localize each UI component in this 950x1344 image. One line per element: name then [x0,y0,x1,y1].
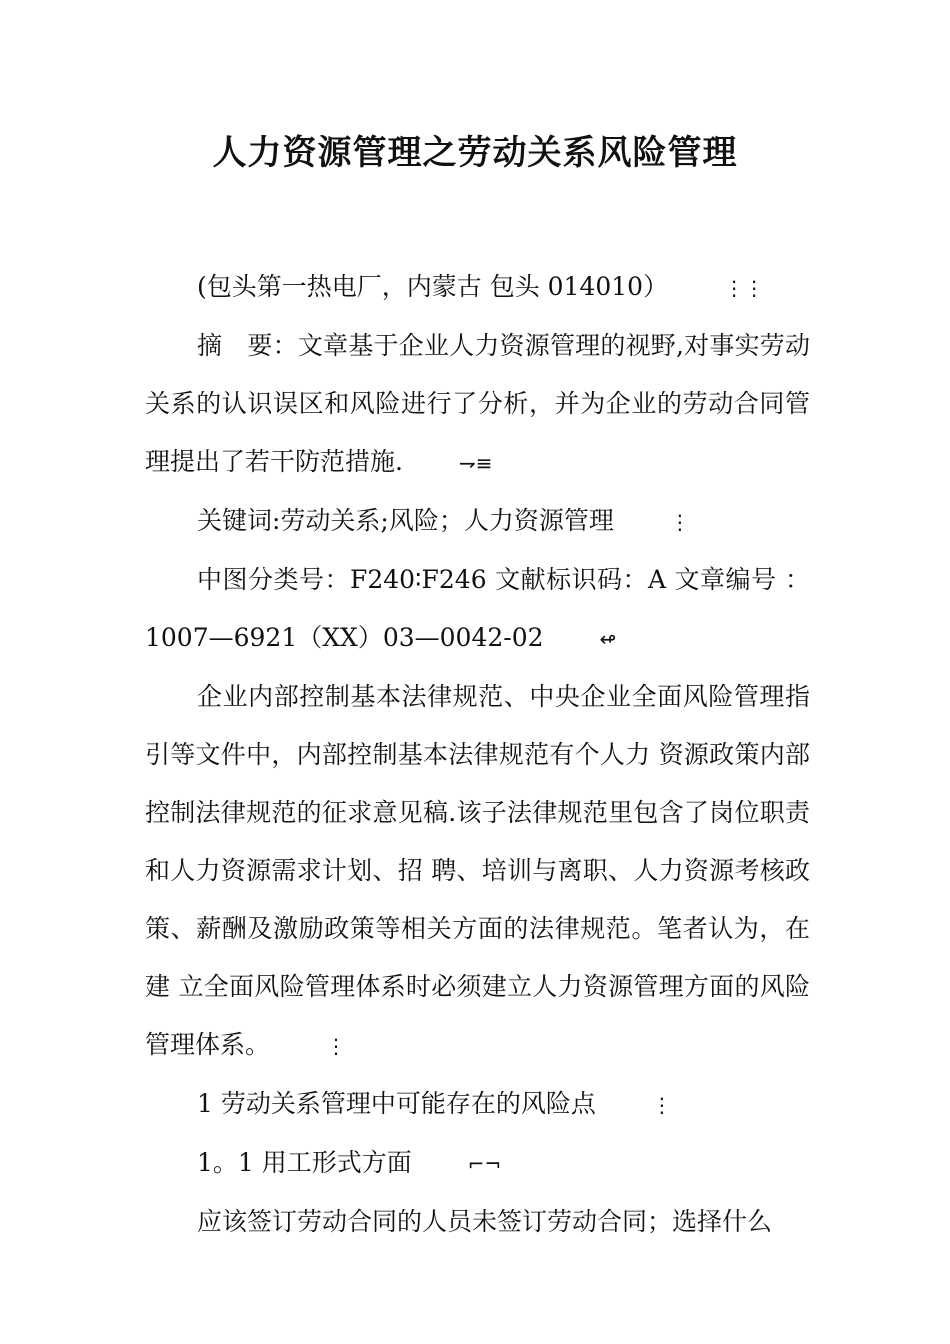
document-title: 人力资源管理之劳动关系风险管理 [212,133,738,173]
keywords-text: 关键词:劳动关系;风险；人力资源管理 [197,506,614,535]
paragraph-mark-icon: ⋮ [651,1093,672,1117]
paragraph-mark-icon: ⌐¬ [467,1152,502,1176]
paragraph-mark-icon: ⋮ [326,1034,347,1058]
body-paragraph-1-text: 企业内部控制基本法律规范、中央企业全面风险管理指引等文件中，内部控制基本法律规范有个人力 资源政策内部控制法律规范的征求意见稿.该子法律规范里包含了岗位职责和人力资源需求计划、招 聘、培训与离职、人力资源考核政策、薪酬及激励政策等相关方面的法律规范。笔者认为，在建 立全面风险管理体系时必须建立人力资源管理方面的风险管理体系。 [145,682,810,1059]
affiliation-text: (包头第一热电厂，内蒙古 包头 014010） [197,272,669,301]
section-heading-1 [145,1075,810,1134]
section-heading-1-1-text: 1。1 用工形式方面 [197,1148,412,1177]
body-paragraph-2 [145,1193,810,1251]
paragraph-mark-icon: ⋮⋮ [724,276,765,300]
section-heading-1-1 [145,1134,810,1193]
paragraph-mark-icon: ↫ [599,627,617,651]
abstract-text: 摘 要：文章基于企业人力资源管理的视野,对事实劳动 关系的认识误区和风险进行了分析，并为企业的劳动合同管理提出了若干防范措施. [145,331,810,476]
keywords-line [145,492,810,551]
paragraph-mark-icon: ⇁≡ [458,451,493,475]
body-paragraph-2-text: 应该签订劳动合同的人员未签订劳动合同；选择什么 [197,1207,773,1236]
classification-text: 中图分类号：F240∶F246 文献标识码：A 文章编号 ：1007—6921（XX）03—0042-02 [145,565,810,652]
classification-paragraph [145,551,810,668]
paragraph-mark-icon: ⋮ [669,510,690,534]
abstract-paragraph [145,317,810,492]
section-heading-1-text: 1 劳动关系管理中可能存在的风险点 [197,1089,596,1118]
affiliation-line [145,258,810,317]
body-paragraph-1 [145,668,810,1075]
document-body [145,258,810,1251]
